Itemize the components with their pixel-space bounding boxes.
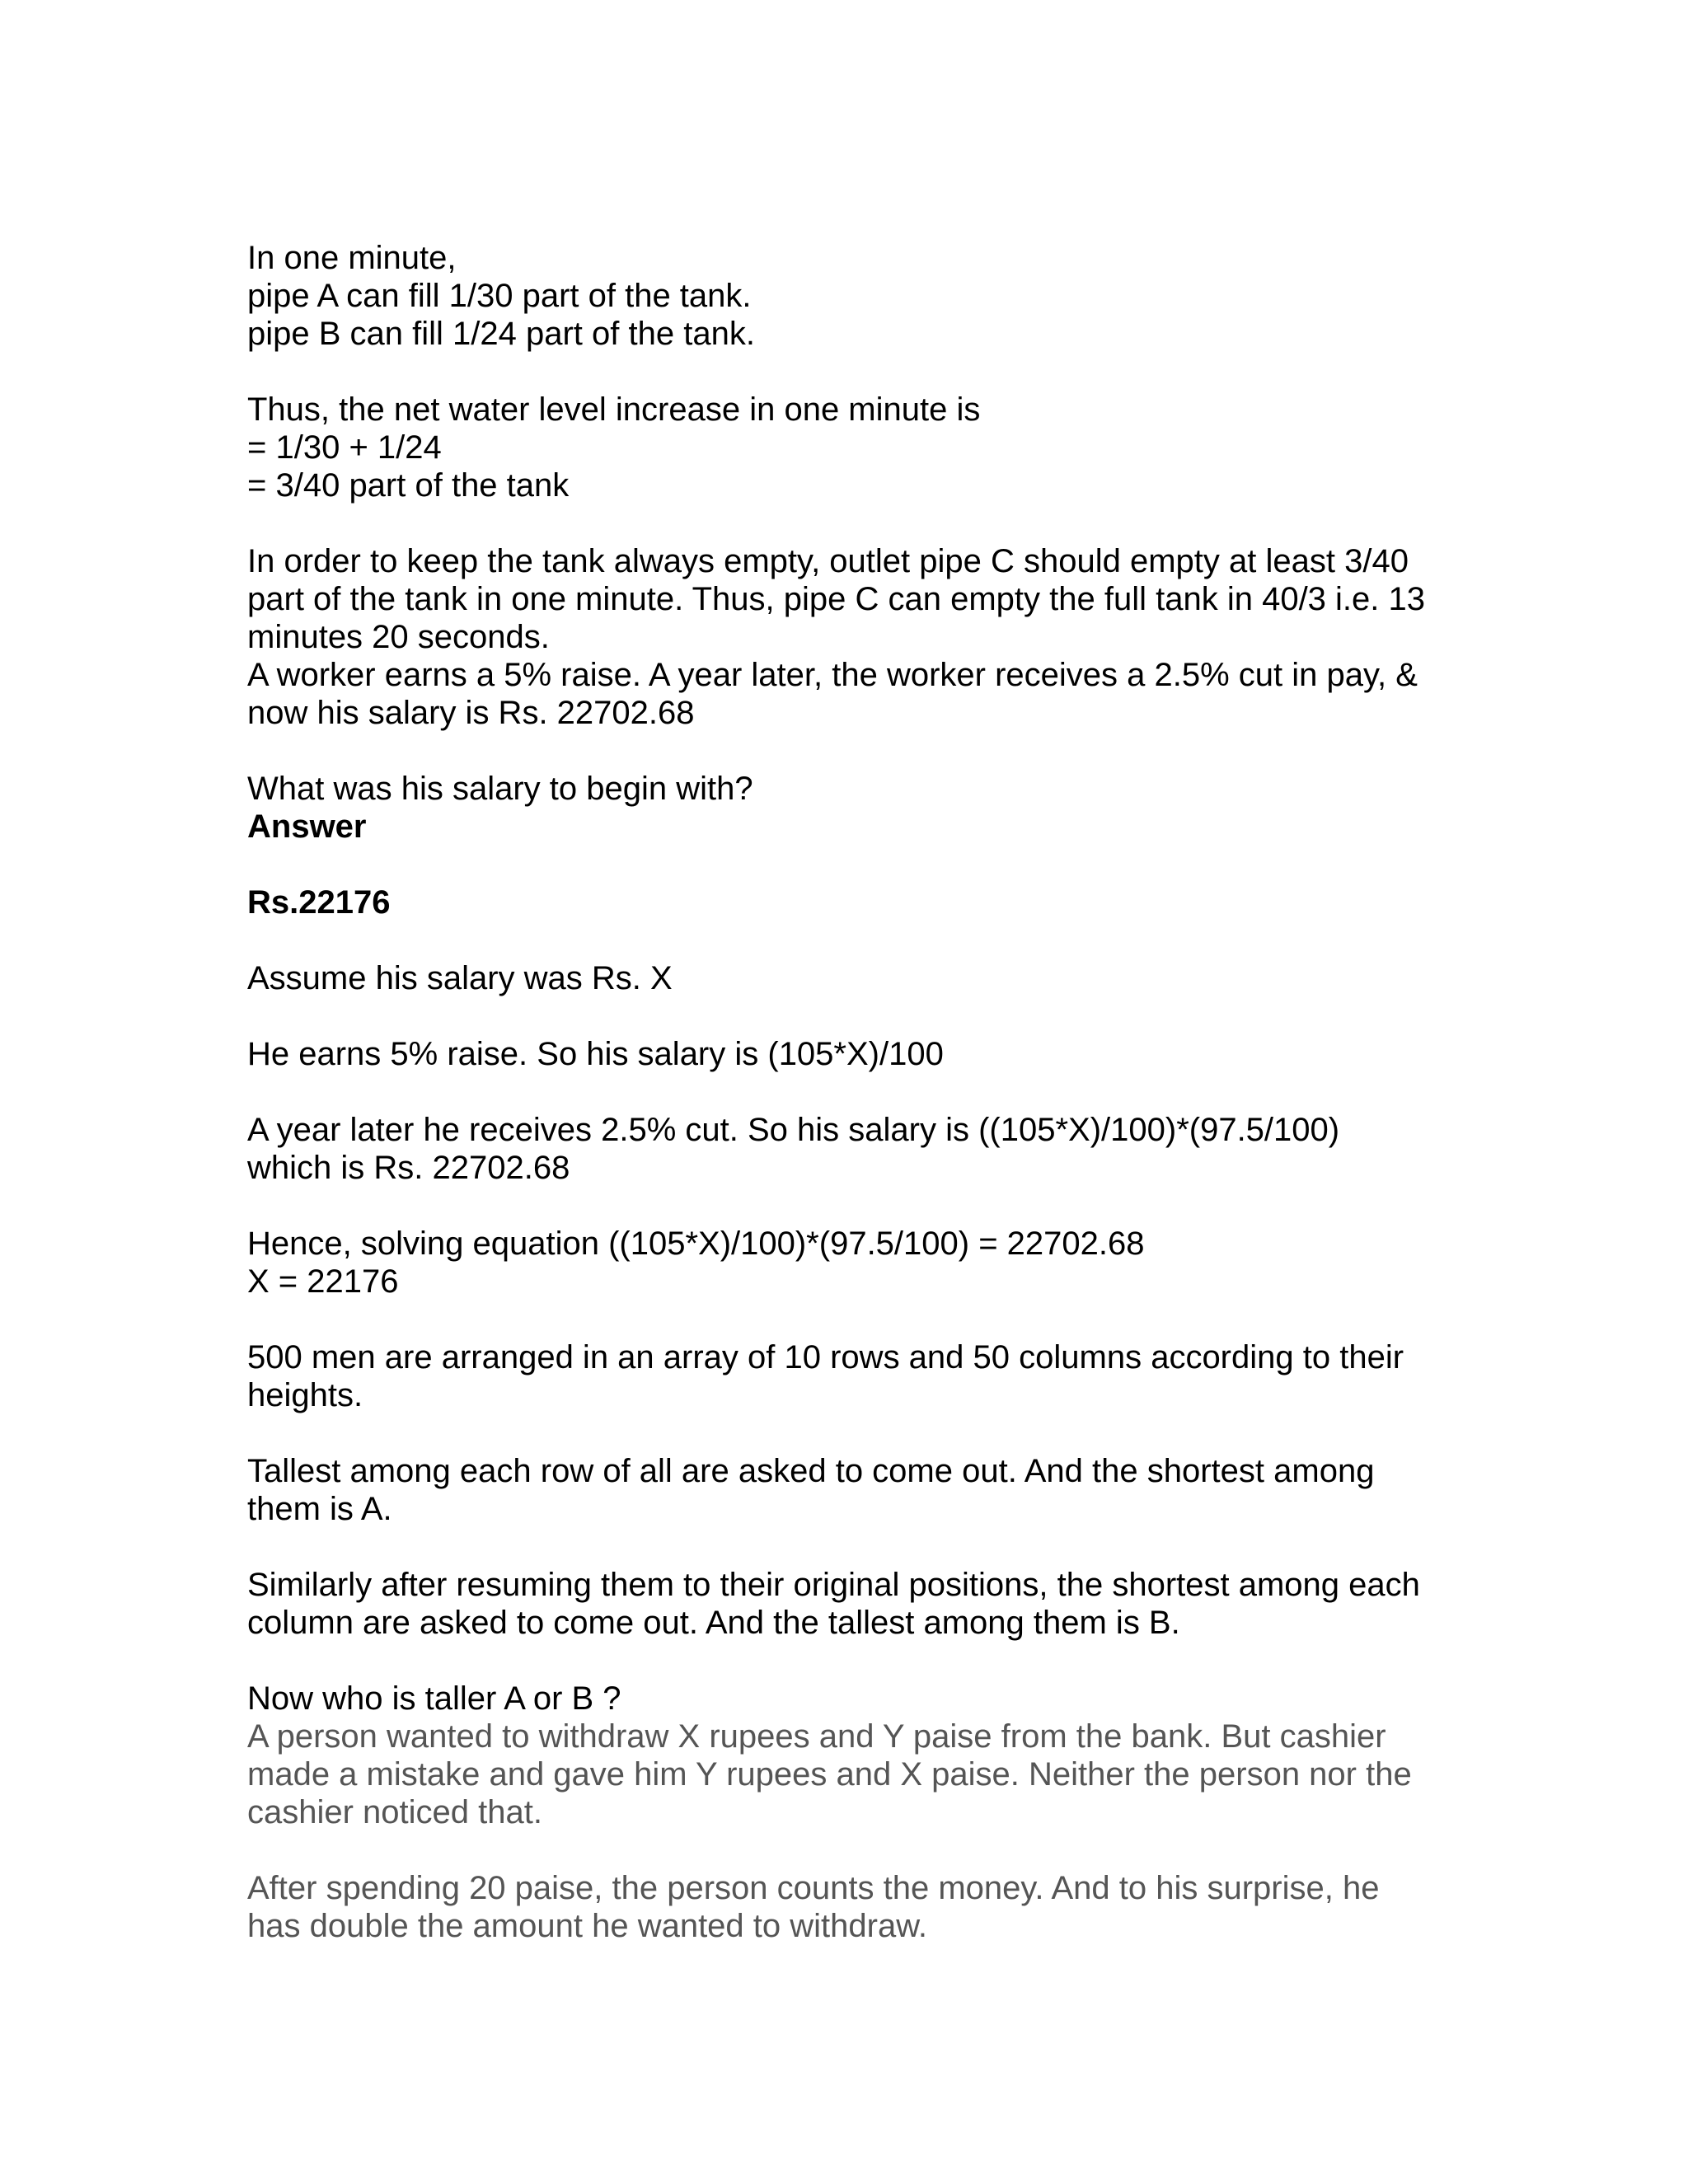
text-line: heights. <box>247 1377 363 1413</box>
text-line: A year later he receives 2.5% cut. So his salary is ((105*X)/100)*(97.5/100) <box>247 1112 1340 1148</box>
text-line: 500 men are arranged in an array of 10 rows and 50 columns according to their <box>247 1339 1404 1376</box>
text-line: = 1/30 + 1/24 <box>247 429 442 466</box>
blank-line <box>247 353 1451 391</box>
text-line-muted: cashier noticed that. <box>247 1794 542 1830</box>
text-line: Hence, solving equation ((105*X)/100)*(97.5/100) = 22702.68 <box>247 1226 1145 1262</box>
text-line: now his salary is Rs. 22702.68 <box>247 695 695 731</box>
text-line: which is Rs. 22702.68 <box>247 1150 570 1186</box>
blank-line <box>247 846 1451 883</box>
text-line: What was his salary to begin with? <box>247 771 753 807</box>
text-line: pipe B can fill 1/24 part of the tank. <box>247 316 755 352</box>
text-line-muted: A person wanted to withdraw X rupees and Y paise from the bank. But cashier <box>247 1718 1386 1755</box>
text-line-muted: has double the amount he wanted to withdraw. <box>247 1908 927 1944</box>
text-line: A worker earns a 5% raise. A year later, the worker receives a 2.5% cut in pay, & <box>247 657 1418 693</box>
text-line: them is A. <box>247 1491 392 1527</box>
text-line: part of the tank in one minute. Thus, pipe C can empty the full tank in 40/3 i.e. 13 <box>247 581 1426 617</box>
blank-line <box>247 997 1451 1035</box>
blank-line <box>247 1187 1451 1225</box>
text-line: In order to keep the tank always empty, outlet pipe C should empty at least 3/40 <box>247 543 1409 579</box>
text-line: = 3/40 part of the tank <box>247 467 570 504</box>
blank-line <box>247 504 1451 542</box>
blank-line <box>247 1642 1451 1680</box>
text-line: pipe A can fill 1/30 part of the tank. <box>247 278 752 314</box>
text-line: Similarly after resuming them to their original positions, the shortest among each <box>247 1567 1420 1603</box>
text-line: column are asked to come out. And the tallest among them is B. <box>247 1605 1180 1641</box>
blank-line <box>247 1073 1451 1111</box>
text-line: Assume his salary was Rs. X <box>247 960 673 996</box>
text-line: Thus, the net water level increase in one minute is <box>247 391 981 428</box>
answer-heading: Answer <box>247 808 367 845</box>
answer-value: Rs.22176 <box>247 884 391 921</box>
text-line: Now who is taller A or B ? <box>247 1680 621 1717</box>
text-line-muted: After spending 20 paise, the person counts the money. And to his surprise, he <box>247 1870 1380 1906</box>
text-line: In one minute, <box>247 240 457 276</box>
blank-line <box>247 1528 1451 1566</box>
text-line: He earns 5% raise. So his salary is (105*X)/100 <box>247 1036 944 1072</box>
text-line-muted: made a mistake and gave him Y rupees and X paise. Neither the person nor the <box>247 1756 1412 1793</box>
document-body <box>247 239 1451 1945</box>
text-line: minutes 20 seconds. <box>247 619 550 655</box>
text-line: X = 22176 <box>247 1263 399 1300</box>
blank-line <box>247 921 1451 959</box>
text-line: Tallest among each row of all are asked to come out. And the shortest among <box>247 1453 1375 1489</box>
blank-line <box>247 1301 1451 1338</box>
blank-line <box>247 732 1451 770</box>
blank-line <box>247 1414 1451 1452</box>
blank-line <box>247 1831 1451 1869</box>
